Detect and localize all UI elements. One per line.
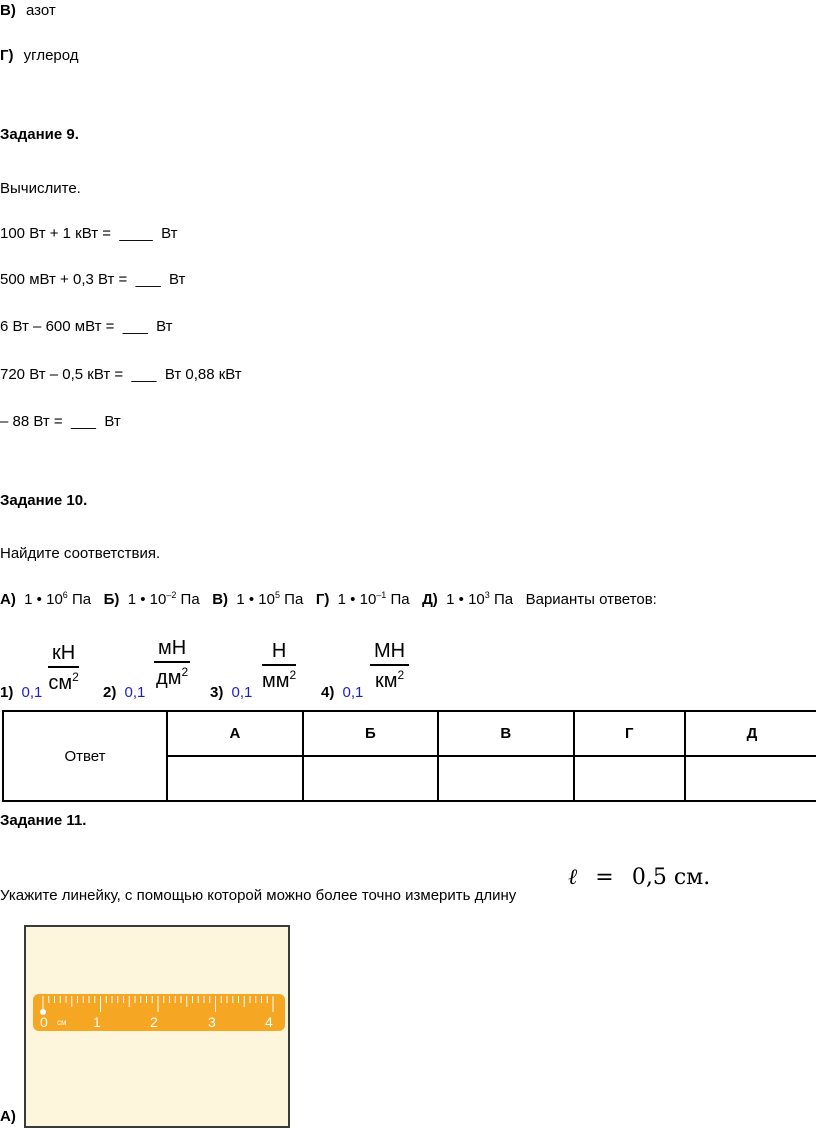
item-unit: Па (489, 591, 514, 608)
task10-items-line (0, 590, 657, 608)
fraction-kn-cm2 (48, 643, 79, 693)
item-mant: 1 • 10 (24, 591, 63, 608)
column-header: Г (574, 711, 685, 756)
item-unit: Па (280, 591, 304, 608)
ruler-label-3: 3 (208, 1014, 216, 1030)
fraction-den: см (48, 672, 73, 694)
answer-value: 0,1 (231, 684, 253, 701)
answer-4 (321, 684, 363, 701)
column-header: Б (303, 711, 438, 756)
task10-title: Задание 10. (0, 492, 88, 509)
fraction-den: дм (156, 667, 182, 689)
column-header: Д (685, 711, 816, 756)
task9-line: 720 Вт – 0,5 кВт = ___ Вт 0,88 кВт (0, 366, 242, 383)
length-formula (568, 864, 710, 890)
item-exp: 6 (62, 590, 68, 600)
table-row (3, 711, 816, 756)
option-v (0, 2, 56, 19)
fraction-den: мм (262, 670, 290, 692)
answer-value: 0,1 (21, 684, 43, 701)
task10-intro: Найдите соответствия. (0, 545, 161, 562)
option-text: азот (26, 2, 56, 19)
fraction-num: кН (52, 642, 76, 664)
answer-num: 3) (210, 684, 224, 701)
item-unit: Па (67, 591, 92, 608)
task9-title: Задание 9. (0, 126, 79, 143)
task9-line: 6 Вт – 600 мВт = ___ Вт (0, 318, 173, 335)
task9-intro: Вычислите. (0, 180, 81, 197)
column-header: А (167, 711, 303, 756)
item-mant: 1 • 10 (127, 591, 167, 608)
answer-3 (210, 684, 252, 701)
formula-var: ℓ (568, 865, 578, 890)
item-mant: 1 • 10 (446, 591, 485, 608)
fraction-pow: 2 (289, 668, 297, 682)
task9-line: 100 Вт + 1 кВт = ____ Вт (0, 225, 178, 242)
item-unit: Па (176, 591, 200, 608)
fraction-num: мН (158, 637, 187, 659)
answer-cell-g[interactable] (574, 756, 685, 801)
item-exp: –1 (376, 590, 387, 600)
answer-num: 1) (0, 684, 14, 701)
ruler-label-1: 1 (93, 1014, 101, 1030)
fraction-pow: 2 (397, 668, 405, 682)
answer-value: 0,1 (124, 684, 146, 701)
fraction-mn-km2 (370, 641, 409, 691)
ruler-label-2: 2 (150, 1014, 158, 1030)
ruler-body (33, 994, 285, 1031)
formula-value: 0,5 см. (631, 865, 711, 890)
answer-num: 2) (103, 684, 117, 701)
answer-cell-b[interactable] (303, 756, 438, 801)
answer-num: 4) (321, 684, 335, 701)
answer-table (2, 710, 816, 802)
item-mant: 1 • 10 (337, 591, 377, 608)
answer-value: 0,1 (342, 684, 364, 701)
fraction-pow: 2 (181, 665, 189, 679)
option-letter: В) (0, 2, 16, 19)
task9-line: 500 мВт + 0,3 Вт = ___ Вт (0, 271, 186, 288)
fraction-num: Н (271, 640, 287, 662)
fraction-pow: 2 (72, 670, 79, 684)
option-letter: Г) (0, 47, 14, 64)
task9-line: – 88 Вт = ___ Вт (0, 413, 121, 430)
ruler-icon (26, 927, 288, 1126)
ruler-label-4: 4 (265, 1014, 273, 1030)
item-letter: Д) (422, 591, 438, 608)
task11-title: Задание 11. (0, 812, 87, 829)
ruler-a-image[interactable] (24, 925, 290, 1128)
column-header: В (438, 711, 574, 756)
answer-cell-d[interactable] (685, 756, 816, 801)
item-exp: 3 (484, 590, 490, 600)
fraction-num: МН (374, 640, 406, 662)
task11-question: Укажите линейку, с помощью которой можно более точно измерить длину (0, 887, 517, 904)
item-letter: В) (212, 591, 229, 608)
fraction-den: км (374, 670, 398, 692)
answer-2 (103, 684, 145, 701)
item-exp: –2 (166, 590, 177, 600)
fraction-n-mm2 (262, 641, 296, 691)
option-text: углерод (23, 47, 79, 64)
ruler-unit-label: см (57, 1018, 67, 1027)
row-label: Ответ (3, 711, 167, 801)
item-letter: Б) (103, 591, 120, 608)
item-mant: 1 • 10 (236, 591, 275, 608)
item-unit: Па (386, 591, 410, 608)
formula-eq: = (595, 865, 614, 890)
option-g (0, 47, 79, 64)
variants-label: Варианты ответов: (525, 591, 657, 608)
fraction-mn-dm2 (154, 638, 190, 688)
item-letter: Г) (315, 591, 330, 608)
answer-1 (0, 684, 42, 701)
item-exp: 5 (275, 590, 281, 600)
answer-cell-a[interactable] (167, 756, 303, 801)
ruler-a-label: А) (0, 1108, 16, 1125)
ruler-label-0: 0 (40, 1014, 48, 1030)
item-letter: А) (0, 591, 16, 608)
answer-cell-v[interactable] (438, 756, 574, 801)
